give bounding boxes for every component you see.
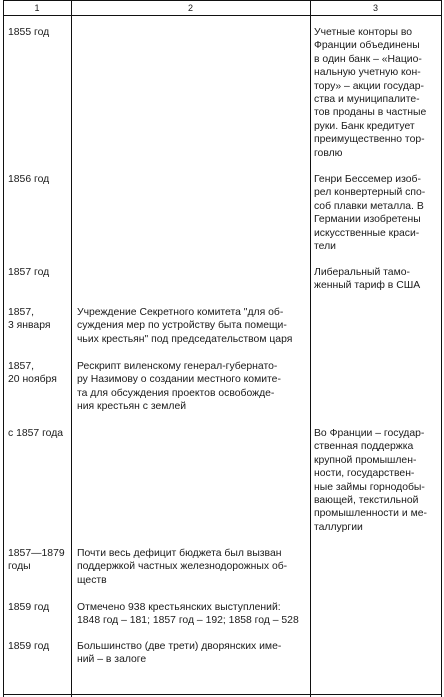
row-1857-jan3-russia: Учреждение Секретного комитета "для об- суждения мер по устройству быта помещи- чьих крестьян" под председательством царя <box>77 307 293 345</box>
header-row-divider <box>3 15 442 16</box>
row-1855-world: Учетные конторы во Франции объединены в один банк – «Нацио- нальную учетную кон- тору» – акции государ- ства и муниципалите- тов проданы в частные руки. Банк кредитует преимущественно тор- говлю <box>314 27 427 159</box>
row-1856-world: Генри Бессемер изоб- рел конвертерный спо- соб плавки металла. В Германии изобретены искусственные краси- тели <box>314 174 426 253</box>
row-1855-date: 1855 год <box>8 27 50 38</box>
header-col-2: 2 <box>187 3 193 13</box>
row-1857-world: Либеральный тамо- женный тариф в США <box>314 267 421 292</box>
row-1859b-russia: Большинство (две трети) дворянских име- ний – в залоге <box>77 641 282 666</box>
row-since-1857-world: Во Франции – государ- ственная поддержка крупной промышлен- ности, государствен- ные займы горнодобы- вающей, текстильной промышленности и ме- таллургии <box>314 428 427 533</box>
row-1857-1879-date: 1857—1879 годы <box>8 548 65 573</box>
header-col-1: 1 <box>34 3 40 13</box>
row-1859a-date: 1859 год <box>8 602 50 613</box>
table-border-top <box>3 0 442 1</box>
row-1857-jan3-date: 1857, 3 января <box>8 307 51 332</box>
table-border-left <box>3 0 4 697</box>
row-1859a-russia: Отмечено 938 крестьянских выступлений: 1848 год – 181; 1857 год – 192; 1858 год – 528 <box>77 602 299 627</box>
row-1859b-date: 1859 год <box>8 641 50 652</box>
column-divider-1 <box>71 0 72 697</box>
row-1857-nov20-date: 1857, 20 ноября <box>8 361 57 386</box>
row-1857-1879-russia: Почти весь дефицит бюджета был вызван поддержкой частных железнодорожных об- ществ <box>77 548 288 586</box>
row-1857-date: 1857 год <box>8 267 50 278</box>
row-1857-nov20-russia: Рескрипт виленскому генерал-губернато- ру Назимову о создании местного комите- та для обсуждения проектов освобожде- ния крестьян с землей <box>77 361 281 413</box>
column-divider-2 <box>310 0 311 697</box>
row-1856-date: 1856 год <box>8 174 50 185</box>
table-border-right <box>441 0 442 697</box>
table-border-bottom <box>3 694 442 695</box>
header-col-3: 3 <box>372 3 378 13</box>
row-since-1857-date: с 1857 года <box>8 428 64 439</box>
